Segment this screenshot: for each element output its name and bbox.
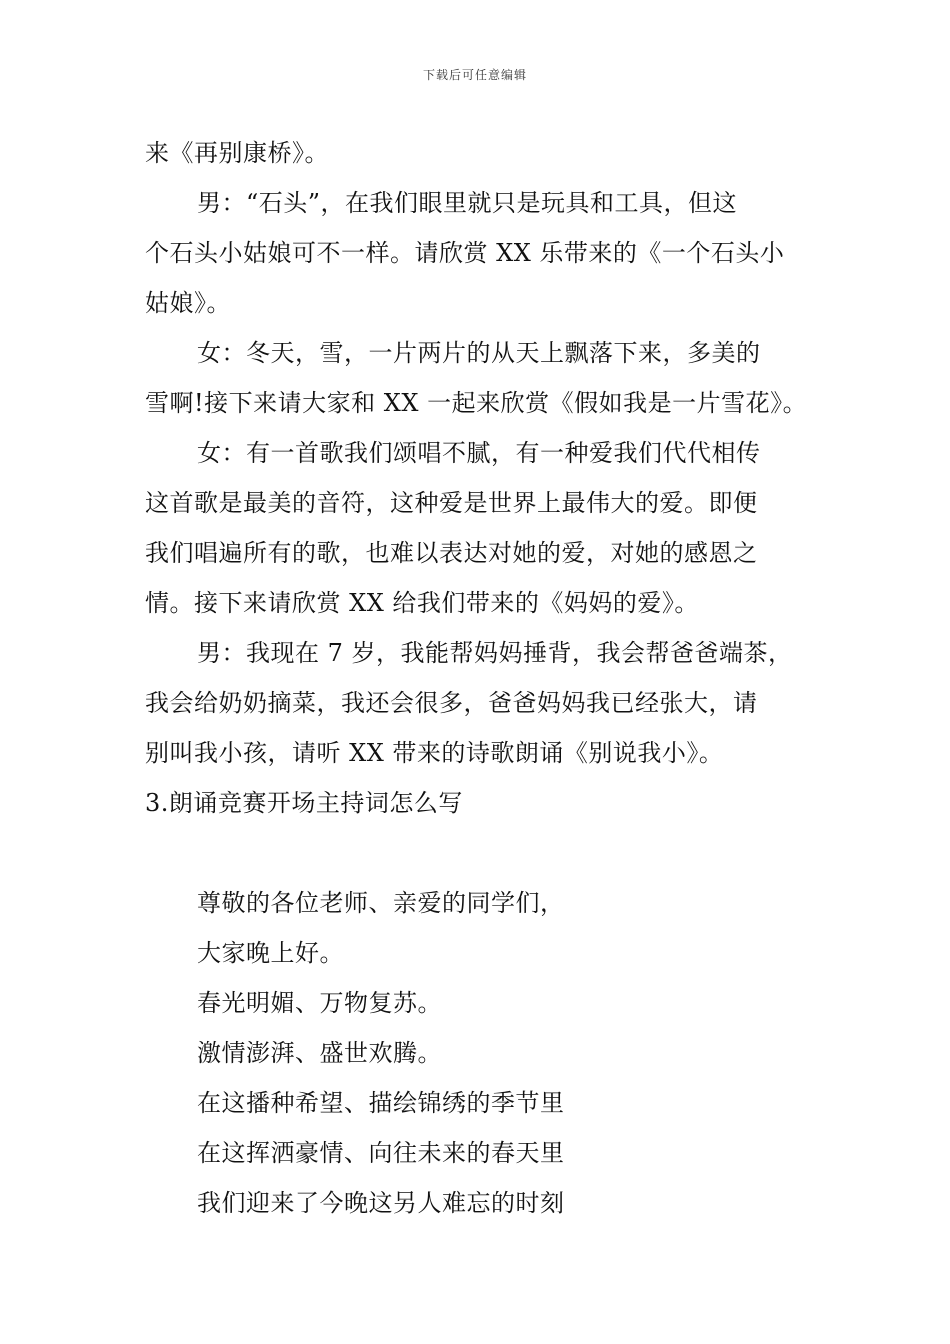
verse-line: 我们迎来了今晚这另人难忘的时刻 xyxy=(197,1189,565,1217)
verse-line: 大家晚上好。 xyxy=(197,939,344,967)
text-line: 我们唱遍所有的歌，也难以表达对她的爱，对她的感恩之 xyxy=(145,539,758,567)
text-line: 别叫我小孩，请听 XX 带来的诗歌朗诵《别说我小》。 xyxy=(145,739,724,767)
text-line: 雪啊!接下来请大家和 XX 一起来欣赏《假如我是一片雪花》。 xyxy=(145,389,808,417)
text-line: 男：我现在 7 岁，我能帮妈妈捶背，我会帮爸爸端茶， xyxy=(197,639,793,667)
text-line: 女：冬天，雪，一片两片的从天上飘落下来，多美的 xyxy=(197,339,761,367)
verse-line: 春光明媚、万物复苏。 xyxy=(197,989,442,1017)
text-line: 情。接下来请欣赏 XX 给我们带来的《妈妈的爱》。 xyxy=(145,589,699,617)
text-line: 姑娘》。 xyxy=(145,289,231,317)
verse-line: 在这挥洒豪情、向往未来的春天里 xyxy=(197,1139,565,1167)
verse-line: 激情澎湃、盛世欢腾。 xyxy=(197,1039,442,1067)
text-line: 女：有一首歌我们颂唱不腻，有一种爱我们代代相传 xyxy=(197,439,761,467)
text-line: 男：“石头”，在我们眼里就只是玩具和工具，但这 xyxy=(197,189,738,217)
verse-line: 在这播种希望、描绘锦绣的季节里 xyxy=(197,1089,565,1117)
text-line: 来《再别康桥》。 xyxy=(145,139,329,167)
text-line: 这首歌是最美的音符，这种爱是世界上最伟大的爱。即便 xyxy=(145,489,758,517)
verse-line: 尊敬的各位老师、亲爱的同学们， xyxy=(197,889,565,917)
blank-line xyxy=(145,828,815,878)
page-header: 下载后可任意编辑 xyxy=(422,68,527,82)
section-heading: 3.朗诵竞赛开场主持词怎么写 xyxy=(145,789,463,817)
text-line: 我会给奶奶摘菜，我还会很多，爸爸妈妈我已经张大，请 xyxy=(145,689,758,717)
text-line: 个石头小姑娘可不一样。请欣赏 XX 乐带来的《一个石头小 xyxy=(145,239,785,267)
document-body xyxy=(145,128,815,1228)
